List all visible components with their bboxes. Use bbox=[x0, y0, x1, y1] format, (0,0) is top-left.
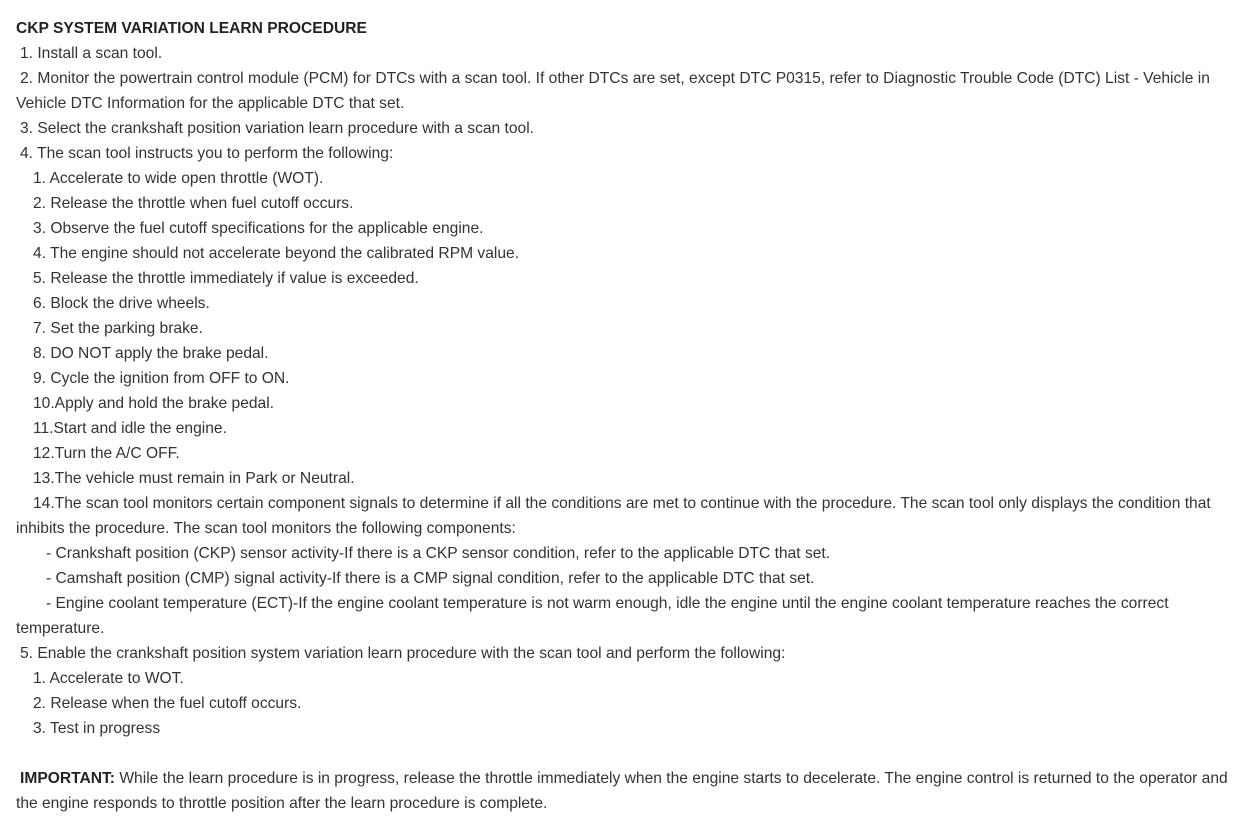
substep: 11.Start and idle the engine. bbox=[33, 420, 227, 437]
important-note bbox=[16, 766, 1244, 816]
substep: 8. DO NOT apply the brake pedal. bbox=[33, 345, 269, 362]
substep: 6. Block the drive wheels. bbox=[33, 295, 210, 312]
important-label: IMPORTANT: bbox=[20, 770, 115, 787]
substep: 13.The vehicle must remain in Park or Neutral. bbox=[33, 470, 355, 487]
substep: 3. Observe the fuel cutoff specifications for the applicable engine. bbox=[33, 220, 484, 237]
step: 1. Install a scan tool. bbox=[20, 45, 163, 62]
substep: 2. Release when the fuel cutoff occurs. bbox=[33, 695, 302, 712]
step: 2. Monitor the powertrain control module (PCM) for DTCs with a scan tool. If other DTCs are set, except DTC P0315, refer to Diagnostic Trouble Code (DTC) List - Vehicle in Vehicle DTC Information for the applicable DTC that set. bbox=[16, 70, 1210, 112]
substep: 5. Release the throttle immediately if value is exceeded. bbox=[33, 270, 419, 287]
substep: 3. Test in progress bbox=[33, 720, 161, 737]
procedure-document bbox=[16, 16, 1244, 816]
step: 5. Enable the crankshaft position system variation learn procedure with the scan tool and perform the following: bbox=[20, 645, 786, 662]
component-item: - Crankshaft position (CKP) sensor activity-If there is a CKP sensor condition, refer to the applicable DTC that set. bbox=[46, 545, 831, 562]
substep: 1. Accelerate to wide open throttle (WOT). bbox=[33, 170, 324, 187]
substep: 12.Turn the A/C OFF. bbox=[33, 445, 180, 462]
substep: 4. The engine should not accelerate beyond the calibrated RPM value. bbox=[33, 245, 520, 262]
step: 4. The scan tool instructs you to perform the following: bbox=[20, 145, 394, 162]
substep: 1. Accelerate to WOT. bbox=[33, 670, 184, 687]
substep: 7. Set the parking brake. bbox=[33, 320, 203, 337]
substep: 10.Apply and hold the brake pedal. bbox=[33, 395, 275, 412]
component-item: - Engine coolant temperature (ECT)-If the engine coolant temperature is not warm enough, idle the engine until the engine coolant temperature reaches the correct temperature. bbox=[16, 595, 1169, 637]
page-title: CKP SYSTEM VARIATION LEARN PROCEDURE bbox=[16, 20, 367, 37]
component-item: - Camshaft position (CMP) signal activity-If there is a CMP signal condition, refer to the applicable DTC that set. bbox=[46, 570, 815, 587]
substep: 14.The scan tool monitors certain component signals to determine if all the conditions are met to continue with the procedure. The scan tool only displays the condition that inhibits the procedure. The scan tool monitors the following components: bbox=[16, 495, 1211, 537]
step: 3. Select the crankshaft position variation learn procedure with a scan tool. bbox=[20, 120, 535, 137]
substep: 2. Release the throttle when fuel cutoff occurs. bbox=[33, 195, 354, 212]
important-text: While the learn procedure is in progress, release the throttle immediately when the engine starts to decelerate. The engine control is returned to the operator and the engine responds to throttle position after the learn procedure is complete. bbox=[16, 770, 1228, 812]
substep: 9. Cycle the ignition from OFF to ON. bbox=[33, 370, 290, 387]
spacer bbox=[16, 741, 1244, 766]
